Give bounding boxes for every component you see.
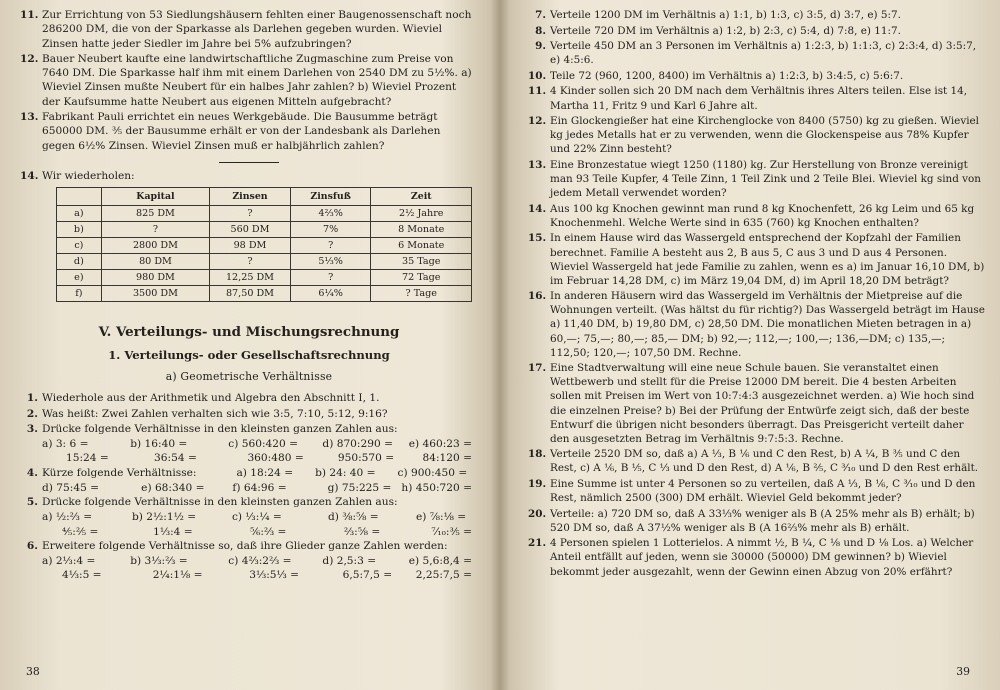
interest-table (56, 187, 472, 302)
table-cell: 98 DM (210, 238, 291, 254)
table-header-zeit: Zeit (371, 188, 472, 206)
left-page (0, 0, 490, 690)
page-number-right: 39 (956, 665, 970, 678)
table-row (57, 270, 472, 286)
table-cell: ? (290, 270, 371, 286)
table-cell: ? (210, 254, 291, 270)
table-cell: 80 DM (101, 254, 209, 270)
problem-3: 3 . Drücke folgende Verhältnisse in den kleinsten ganzen Zahlen aus: (26, 422, 472, 436)
page-number-left: 38 (26, 665, 40, 678)
table-cell: d) (57, 254, 102, 270)
table-cell: 825 DM (101, 206, 209, 222)
table-cell: 12,25 DM (210, 270, 291, 286)
table-header-row (57, 188, 472, 206)
problem-4: 4 . Kürze folgende Verhältnisse: a) 18:24 = b) 24: 40 = c) 900:450 = (26, 466, 472, 480)
problem-10: 10 . Teile 72 (960, 1200, 8400) im Verhältnis a) 1:2:3, b) 3:4:5, c) 5:6:7. (532, 69, 986, 83)
table-cell: ? Tage (371, 286, 472, 302)
problem-8: 8 . Verteile 720 DM im Verhältnis a) 1:2, b) 2:3, c) 5:4, d) 7:8, e) 11:7. (532, 24, 986, 38)
table-cell: 87,50 DM (210, 286, 291, 302)
table-cell: 980 DM (101, 270, 209, 286)
problem-12: 12 . Ein Glockengießer hat eine Kirchenglocke von 8400 (5750) kg zu gießen. Wieviel kg jedes Metalls hat er zu verwenden, wenn die Glockenspeise aus 78% Kupfer und 22% Zinn besteht? (532, 114, 986, 156)
table-header-label (57, 188, 102, 206)
table-row (57, 286, 472, 302)
table-cell: 7% (290, 222, 371, 238)
problem-19: 19 . Eine Summe ist unter 4 Personen so zu verteilen, daß A ⅓, B ⅙, C ³⁄₁₀ und D den Rest, nämlich 2500 (300) DM erhält. Wieviel Geld bekommt jeder? (532, 477, 986, 505)
table-row (57, 238, 472, 254)
exercise-row: a) ½:⅔ = b) 2½:1½ = c) ⅓:¼ = d) ⅜:⅝ = e) ⅞:⅛ = (42, 511, 467, 524)
right-page (510, 0, 1000, 690)
problem-17: 17 . Eine Stadtverwaltung will eine neue Schule bauen. Sie veranstaltet einen Wettbewerb und stellt für die Preise 12000 DM bereit. Die 4 besten Arbeiten sollen mit Preisen im Wert von 10:7:4:3 ausgezeichnet werden. a) Wie hoch sind die einzelnen Preise? b) Bei der Prüfung der Entwürfe zeigt sich, daß der beste Entwurf die übrigen nicht besonders überragt. Das Preisgericht verteilt daher den ausgesetzten Betrag im Verhältnis 9:7:5:3. Rechne. (532, 361, 986, 446)
table-row (57, 222, 472, 238)
problem-9: 9 . Verteile 450 DM an 3 Personen im Verhältnis a) 1:2:3, b) 1:1:3, c) 2:3:4, d) 3:5:7, e) 4:5:6. (532, 39, 986, 67)
table-cell: ? (210, 206, 291, 222)
table-cell: a) (57, 206, 102, 222)
divider-rule (219, 162, 279, 163)
problem-14: 14 . Wir wiederholen: (26, 169, 472, 183)
section-heading: 1. Verteilungs- oder Gesellschaftsrechnung (108, 348, 390, 363)
table-cell: ? (101, 222, 209, 238)
problem-20: 20 . Verteile: a) 720 DM so, daß A 33⅓% weniger als B (A 25% mehr als B) erhält; b) 520 DM so, daß A 37½% weniger als B (A 16⅔% mehr als B) erhält. (532, 507, 986, 535)
table-cell: 2½ Jahre (371, 206, 472, 222)
problem-11: 11 . 4 Kinder sollen sich 20 DM nach dem Verhältnis ihres Alters teilen. Else ist 14, Martha 11, Fritz 9 und Karl 6 Jahre alt. (532, 84, 986, 112)
table-cell: 5⅓% (290, 254, 371, 270)
problem-18: 18 . Verteile 2520 DM so, daß a) A ⅓, B ⅙ und C den Rest, b) A ¼, B ⅗ und C den Rest, c) A ⅙, B ⅕, C ⅓ und D den Rest, d) A ⅙, B ⅖, C ³⁄₁₀ und D den Rest erhält. (532, 447, 986, 475)
problem-2: 2 . Was heißt: Zwei Zahlen verhalten sich wie 3:5, 7:10, 5:12, 9:16? (26, 407, 472, 421)
table-cell: b) (57, 222, 102, 238)
problem-13: 13 . Fabrikant Pauli errichtet ein neues Werkgebäude. Die Bausumme beträgt 650000 DM. ⅗ der Bausumme erhält er von der Landesbank als Darlehen gegen 6½% Zinsen. Wieviel Zinsen muß er halbjährlich zahlen? (26, 110, 472, 153)
problem-14: 14 . Aus 100 kg Knochen gewinnt man rund 8 kg Knochenfett, 26 kg Leim und 65 kg Knochenmehl. Welche Werte sind in 635 (760) kg Knochen enthalten? (532, 202, 986, 230)
table-row (57, 254, 472, 270)
problem-16: 16 . In anderen Häusern wird das Wassergeld im Verhältnis der Mietpreise auf die Wohnungen verteilt. (Was hältst du für richtig?) Das Wassergeld beträgt im Hause a) 11,40 DM, b) 19,80 DM, c) 28,50 DM. Die monatlichen Mieten betragen in a) 60,—; 75,—; 80,—; 85,— DM; b) 92,—; 112,—; 100,—; 136,—DM; c) 135,—; 112,50; 120,—; 107,50 DM. Rechne. (532, 289, 986, 359)
table-cell: e) (57, 270, 102, 286)
problem-15: 15 . In einem Hause wird das Wassergeld entsprechend der Kopfzahl der Familien berechnet. Familie A besteht aus 2, B aus 5, C aus 3 und D aus 4 Personen. Wieviel Wassergeld hat jede Familie zu zahlen, wenn es a) im Januar 16,10 DM, b) im Februar 14,28 DM, c) im März 19,04 DM, d) im April 18,20 DM beträgt? (532, 231, 986, 287)
table-cell: 560 DM (210, 222, 291, 238)
table-cell: c) (57, 238, 102, 254)
table-cell: ? (290, 238, 371, 254)
table-cell: f) (57, 286, 102, 302)
table-cell: 6¼% (290, 286, 371, 302)
exercise-row: ⅘:⅖ = 1⅓:4 = ⅚:⅔ = ⅔:⅝ = ⁷⁄₁₀:⅗ = (62, 525, 472, 538)
table-header-zinsen: Zinsen (210, 188, 291, 206)
chapter-heading: V. Verteilungs- und Mischungsrechnung (98, 324, 400, 341)
table-cell: 3500 DM (101, 286, 209, 302)
table-cell: 35 Tage (371, 254, 472, 270)
table-cell: 6 Monate (371, 238, 472, 254)
subsection-heading: a) Geometrische Verhältnisse (165, 370, 333, 384)
problem-5: 5 . Drücke folgende Verhältnisse in den kleinsten ganzen Zahlen aus: (26, 495, 472, 509)
problem-1: 1 . Wiederhole aus der Arithmetik und Algebra den Abschnitt I, 1. (26, 391, 472, 405)
table-cell: 8 Monate (371, 222, 472, 238)
problem-12: 12 . Bauer Neubert kaufte eine landwirtschaftliche Zugmaschine zum Preise von 7640 DM. Die Sparkasse half ihm mit einem Darlehen von 2540 DM zu 5½%. a) Wieviel Zinsen mußte Neubert für ein halbes Jahr zahlen? b) Wieviel Prozent der Kaufsumme hatte Neubert aus eigenen Mitteln aufgebracht? (26, 52, 472, 109)
problem-13: 13 . Eine Bronzestatue wiegt 1250 (1180) kg. Zur Herstellung von Bronze vereinigt man 93 Teile Kupfer, 4 Teile Zinn, 1 Teil Zink und 2 Teile Blei. Wieviel kg sind von jedem Metall verwendet worden? (532, 158, 986, 200)
problem-11: 11 . Zur Errichtung von 53 Siedlungshäusern fehlten einer Baugenossenschaft noch 286200 DM, die von der Sparkasse als Darlehen gegeben wurden. Wieviel Zinsen hatte jeder Siedler im Jahre bei 5% aufzubringen? (26, 8, 472, 51)
exercise-row: a) 3: 6 = b) 16:40 = c) 560:420 = d) 870:290 = e) 460:23 = (42, 438, 472, 451)
table-header-zinsfuss: Zinsfuß (290, 188, 371, 206)
table-cell: 4⅔% (290, 206, 371, 222)
exercise-row: 4⅓:5 = 2¼:1⅛ = 3⅓:5⅓ = 6,5:7,5 = 2,25:7,5 = (62, 569, 473, 582)
table-row (57, 206, 472, 222)
problem-7: 7 . Verteile 1200 DM im Verhältnis a) 1:1, b) 1:3, c) 3:5, d) 3:7, e) 5:7. (532, 8, 986, 22)
table-header-kapital: Kapital (101, 188, 209, 206)
problem-6: 6 . Erweitere folgende Verhältnisse so, daß ihre Glieder ganze Zahlen werden: (26, 539, 472, 553)
table-cell: 72 Tage (371, 270, 472, 286)
exercise-row: 15:24 = 36:54 = 360:480 = 950:570 = 84:120 = (66, 452, 472, 465)
problem-21: 21 . 4 Personen spielen 1 Lotterielos. A nimmt ½, B ¼, C ⅛ und D ⅛ Los. a) Welcher Anteil entfällt auf jeden, wenn sie 30000 (50000) DM gewinnen? b) Wieviel bekommt jeder ausgezahlt, wenn der Gewinn einen Abzug von 20% erfährt? (532, 536, 986, 578)
exercise-row: d) 75:45 = e) 68:340 = f) 64:96 = g) 75:225 = h) 450:720 = (42, 481, 472, 494)
exercise-row: a) 2⅓:4 = b) 3⅓:⅔ = c) 4⅔:2⅔ = d) 2,5:3 = e) 5,6:8,4 = (42, 555, 472, 568)
table-cell: 2800 DM (101, 238, 209, 254)
